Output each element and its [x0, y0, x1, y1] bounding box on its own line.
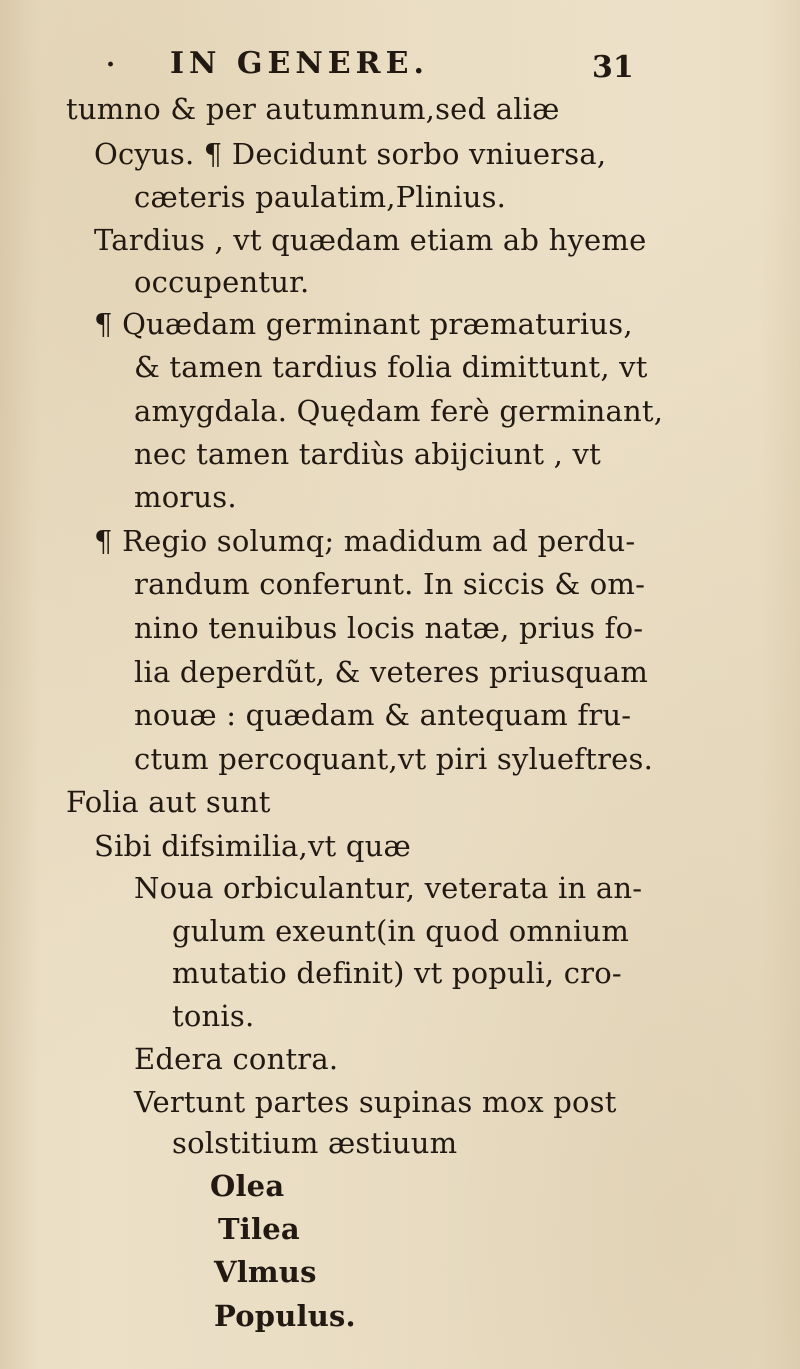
text-line-1: tumno & per autumnum,sed aliæ [66, 92, 560, 126]
text-line-6: ¶ Quædam germinant præmaturius, [94, 307, 633, 341]
text-line-3: cæteris paulatim,Plinius. [134, 180, 507, 214]
text-line-22: tonis. [172, 999, 255, 1033]
text-line-11: ¶ Regio solumq; madidum ad perdu- [94, 524, 636, 558]
page-number: 31 [592, 50, 634, 85]
text-line-9: nec tamen tardiùs abijciunt , vt [134, 437, 601, 471]
text-line-20: gulum exeunt(in quod omnium [172, 914, 630, 948]
text-line-5: occupentur. [134, 265, 310, 299]
text-line-19: Noua orbiculantur, veterata in an- [134, 871, 643, 905]
text-line-15: nouæ : quædam & antequam fru- [134, 698, 632, 732]
text-line-14: lia deperdũt, & veteres priusquam [134, 655, 649, 689]
text-line-26: Olea [210, 1169, 285, 1203]
text-line-7: & tamen tardius folia dimittunt, vt [134, 350, 648, 384]
text-line-28: Vlmus [214, 1255, 317, 1289]
text-line-8: amygdala. Quędam ferè germinant, [134, 394, 664, 428]
text-line-10: morus. [134, 480, 237, 514]
text-line-21: mutatio definit) vt populi, cro- [172, 956, 622, 990]
text-line-24: Vertunt partes supinas mox post [134, 1085, 617, 1119]
text-line-17: Folia aut sunt [66, 785, 271, 819]
text-line-27: Tilea [218, 1212, 300, 1246]
text-line-4: Tardius , vt quædam etiam ab hyeme [94, 223, 647, 257]
text-line-18: Sibi difsimilia,vt quæ [94, 829, 411, 863]
text-line-12: randum conferunt. In siccis & om- [134, 567, 646, 601]
text-line-13: nino tenuibus locis natæ, prius fo- [134, 611, 644, 645]
text-line-29: Populus. [214, 1299, 356, 1333]
text-line-16: ctum percoquant,vt piri sylueftres. [134, 742, 654, 776]
text-line-23: Edera contra. [134, 1042, 339, 1076]
header-marker: · [106, 50, 116, 80]
text-line-25: solstitium æstiuum [172, 1126, 458, 1160]
running-title: IN GENERE. [170, 46, 429, 81]
text-line-2: Ocyus. ¶ Decidunt sorbo vniuersa, [94, 137, 607, 171]
